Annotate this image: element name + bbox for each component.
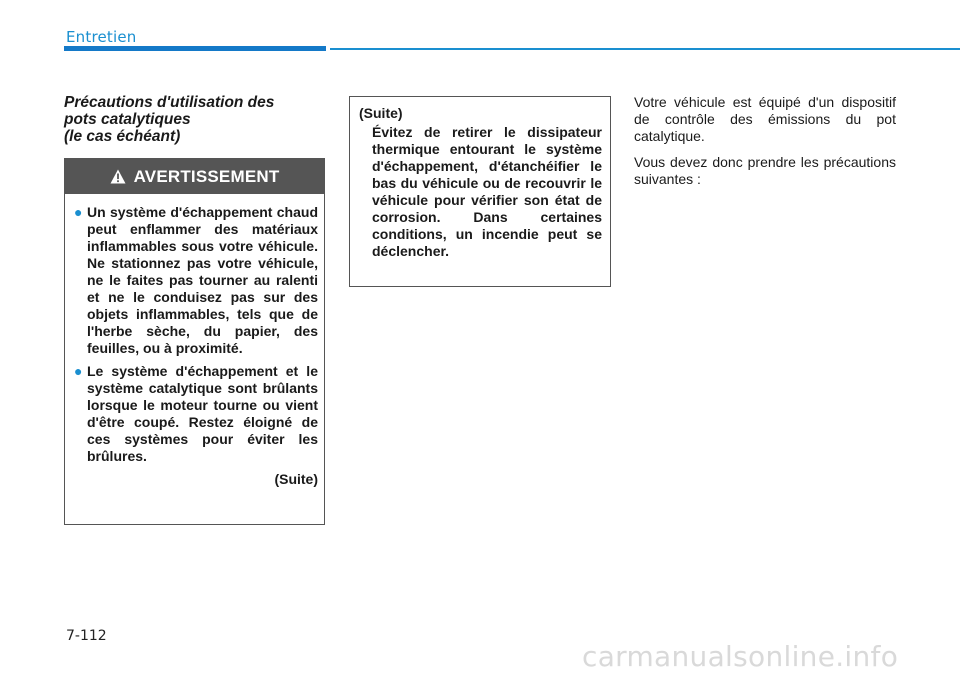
header-rule-thin	[330, 48, 960, 50]
body-text	[634, 94, 896, 197]
warning-header	[65, 159, 324, 194]
warning-box	[64, 158, 325, 525]
warning-bullet	[74, 204, 318, 357]
continuation-text: Évitez de retirer le dissipateur thermique entourant le système d'échappement, d'étanchéifier le bas du véhicule ou de recouvrir le véhicule pour vérifier son état de corrosion. Dans certaines conditions, un incendie peut se déclencher.	[372, 124, 602, 259]
warning-title: AVERTISSEMENT	[133, 166, 280, 186]
warning-bullet	[74, 363, 318, 465]
page-number: 7-112	[66, 628, 107, 644]
bullet-dot-icon: ●	[74, 363, 83, 379]
section-heading	[64, 94, 334, 145]
continuation-box	[349, 96, 611, 287]
watermark: carmanualsonline.info	[582, 640, 899, 673]
continuation-label: (Suite)	[359, 105, 403, 121]
warning-triangle-icon	[110, 169, 126, 184]
warning-continued: (Suite)	[274, 471, 318, 487]
header-rule-thick	[64, 46, 326, 51]
warning-bullet-text: Un système d'échappement chaud peut enflammer des matériaux inflammables sous votre véhicule. Ne stationnez pas votre véhicule, ne le faites pas tourner au ralenti et ne le conduisez pas sur des objets inflammables, tels que de l'herbe sèche, du papier, des feuilles, ou à proximité.	[87, 204, 318, 356]
heading-line: pots catalytiques	[64, 111, 191, 128]
bullet-dot-icon: ●	[74, 204, 83, 220]
warning-body	[65, 194, 324, 488]
heading-line: (le cas échéant)	[64, 128, 181, 145]
warning-bullet-text: Le système d'échappement et le système catalytique sont brûlants lorsque le moteur tourne ou vient d'être coupé. Restez éloigné de ces systèmes pour éviter les brûlures.	[87, 363, 318, 464]
section-title: Entretien	[66, 28, 137, 46]
heading-line: Précautions d'utilisation des	[64, 94, 275, 111]
body-paragraph: Votre véhicule est équipé d'un dispositif de contrôle des émissions du pot catalytique.	[634, 94, 896, 144]
body-paragraph: Vous devez donc prendre les précautions suivantes :	[634, 154, 896, 187]
